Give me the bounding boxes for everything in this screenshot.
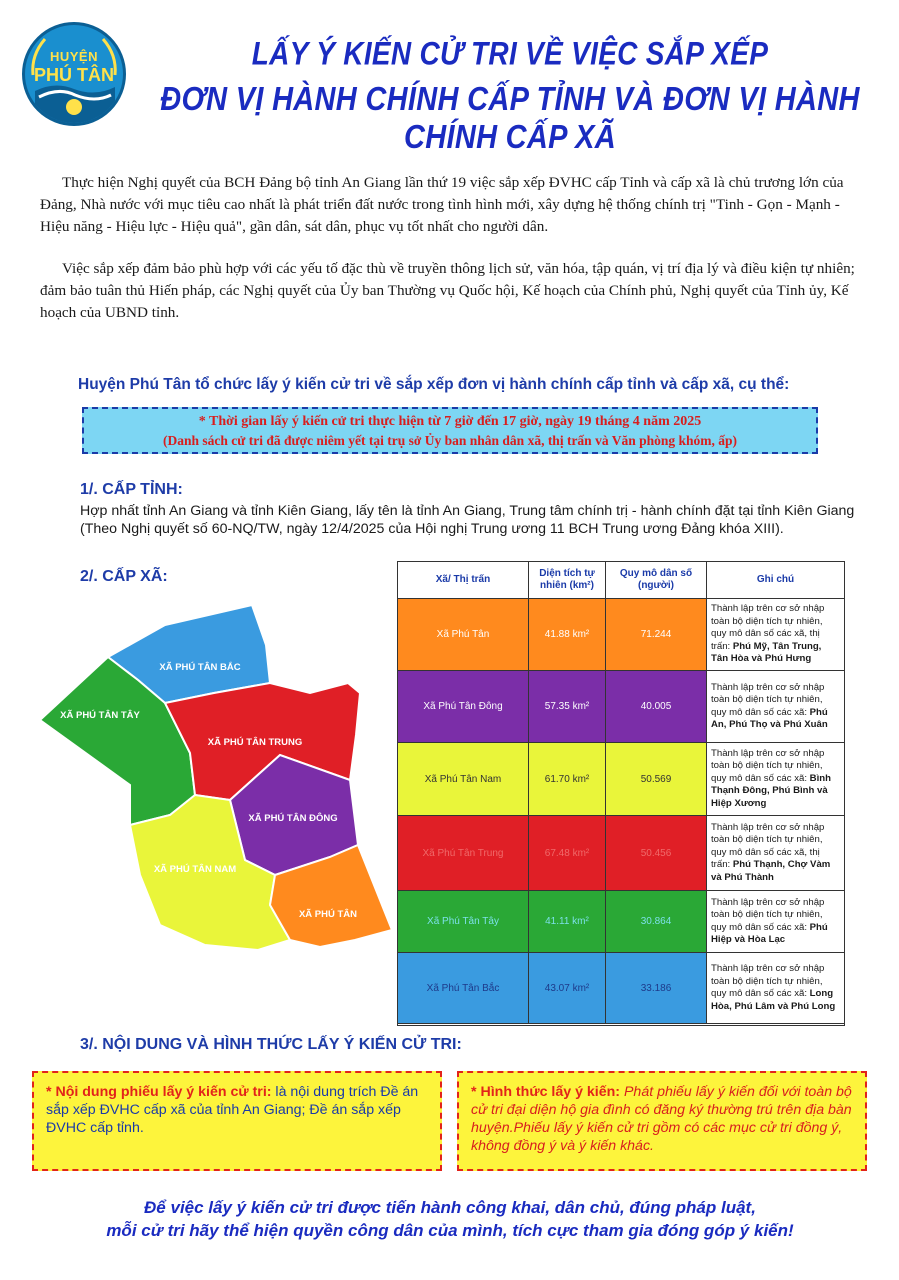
- note-cell: [707, 599, 844, 671]
- population-cell: 30.864: [606, 891, 707, 953]
- method-label: * Hình thức lấy ý kiến:: [471, 1084, 621, 1100]
- district-logo: [22, 22, 126, 126]
- area-cell: 67.48 km²: [529, 816, 606, 891]
- intro-text-1: Thực hiện Nghị quyết của BCH Đảng bộ tỉnh An Giang lần thứ 19 việc sắp xếp ĐVHC cấp Tỉnh và cấp xã là chủ trương lớn của Đảng, Nhà nước với mục tiêu cao nhất là phát triển đất nước trong tình hình mới, xây dựng hệ thống chính trị "Tinh - Gọn - Mạnh - Hiệu năng - Hiệu lực - Hiệu quả", gần dân, sát dân, phục vụ tốt nhất cho người dân.: [40, 174, 844, 235]
- map-label-nam: XÃ PHÚ TÂN NAM: [153, 864, 237, 875]
- commune-name-cell: Xã Phú Tân Đông: [398, 671, 529, 743]
- population-cell: 50.569: [606, 743, 707, 816]
- notice-time: * Thời gian lấy ý kiến cử tri thực hiện từ 7 giờ đến 17 giờ, ngày 19 tháng 4 năm 2025: [198, 414, 702, 429]
- area-cell: 43.07 km²: [529, 953, 606, 1024]
- population-cell: 71.244: [606, 599, 707, 671]
- note-text: Thành lập trên cơ sở nhập toàn bộ diện tích tự nhiên, quy mô dân số các xã:: [711, 747, 825, 784]
- map-label-dong: XÃ PHÚ TÂN ĐÔNG: [248, 813, 338, 824]
- commune-name-cell: Xã Phú Tân: [398, 599, 529, 671]
- map-label-trung: XÃ PHÚ TÂN TRUNG: [207, 737, 303, 748]
- commune-name-cell: Xã Phú Tân Tây: [398, 891, 529, 953]
- content-text: là nội dung trích Đề án sắp xếp ĐVHC cấp xã của tỉnh An Giang; Đề án sắp xếp ĐVHC cấp tỉnh.: [46, 1084, 419, 1136]
- footer-line-1: Để việc lấy ý kiến cử tri được tiến hành công khai, dân chủ, đúng pháp luật,: [144, 1198, 756, 1217]
- note-text: Thành lập trên cơ sở nhập toàn bộ diện tích tự nhiên, quy mô dân số các xã:: [711, 681, 825, 718]
- note-communes: Long Hòa, Phú Lâm và Phú Long: [711, 988, 836, 1012]
- note-communes: Phú Mỹ, Tân Trung, Tân Hòa và Phú Hưng: [711, 640, 822, 665]
- table-row: [398, 891, 844, 953]
- area-cell: 41.11 km²: [529, 891, 606, 953]
- intro-text-2: Việc sắp xếp đảm bảo phù hợp với các yếu tố đặc thù về truyền thông lịch sử, văn hóa, tập quán, vị trí địa lý và điều kiện tự nhiên; đảm bảo tuân thủ Hiến pháp, các Nghị quyết của Ủy ban Thường vụ Quốc hội, Kế hoạch của Chính phủ, Nghị quyết của Tỉnh ủy, Kế hoạch của UBND tỉnh.: [40, 260, 855, 321]
- section-1-heading: 1/. CẤP TỈNH:: [80, 481, 183, 498]
- commune-name-cell: Xã Phú Tân Bắc: [398, 953, 529, 1024]
- logo-line-2: PHÚ TÂN: [34, 65, 114, 85]
- method-text: Phát phiếu lấy ý kiến đối với toàn bộ cử tri đại diện hộ gia đình có đăng ký thường trú trên địa bàn huyện.Phiếu lấy ý kiến cử tri gồm có các mục cử tri đồng ý, không đồng ý và ý kiến khác.: [471, 1084, 852, 1154]
- population-cell: 40.005: [606, 671, 707, 743]
- intro-paragraph-2: [40, 258, 860, 324]
- commune-name-cell: Xã Phú Tân Nam: [398, 743, 529, 816]
- commune-table: [397, 561, 845, 1026]
- note-text: Thành lập trên cơ sở nhập toàn bộ diện tích tự nhiên, quy mô dân số các xã:: [711, 896, 825, 933]
- table-row: [398, 953, 844, 1024]
- table-row: [398, 671, 844, 743]
- area-cell: 41.88 km²: [529, 599, 606, 671]
- section-1-body: Hợp nhất tỉnh An Giang và tỉnh Kiên Giang, lấy tên là tỉnh An Giang, Trung tâm chính trị - hành chính đặt tại tỉnh Kiên Giang (Theo Nghị quyết số 60-NQ/TW, ngày 12/4/2025 của Hội nghị Trung ương 11 BCH Trung ương Đảng khóa XIII).: [80, 503, 855, 537]
- page-title-line-1: LẤY Ý KIẾN CỬ TRI VỀ VIỆC SẮP XẾP: [251, 35, 769, 72]
- area-cell: 61.70 km²: [529, 743, 606, 816]
- note-cell: [707, 743, 844, 816]
- note-text: Thành lập trên cơ sở nhập toàn bộ diện tích tự nhiên, quy mô dân số các xã, thị trấn:: [711, 603, 825, 652]
- table-header-row: [398, 562, 844, 599]
- content-label: * Nội dung phiếu lấy ý kiến cử tri:: [46, 1084, 272, 1100]
- population-cell: 33.186: [606, 953, 707, 1024]
- note-text: Thành lập trên cơ sở nhập toàn bộ diện tích tự nhiên, quy mô dân số các xã:: [711, 963, 825, 999]
- table-row: [398, 816, 844, 891]
- table-row: [398, 743, 844, 816]
- notice-box: [82, 407, 818, 454]
- table-header-cell: Diện tích tự nhiên (km²): [529, 562, 606, 599]
- section-2-heading: 2/. CẤP XÃ:: [80, 568, 168, 585]
- note-cell: [707, 953, 844, 1024]
- table-header-cell: Xã/ Thị trấn: [398, 562, 529, 599]
- note-cell: [707, 671, 844, 743]
- page-title-line-2: ĐƠN VỊ HÀNH CHÍNH CẤP TỈNH VÀ ĐƠN VỊ HÀNH CHÍNH CẤP XÃ: [160, 81, 860, 156]
- content-box: [32, 1071, 442, 1171]
- population-cell: 50.456: [606, 816, 707, 891]
- note-cell: [707, 816, 844, 891]
- logo-line-1: HUYỆN: [49, 49, 98, 64]
- organization-subheading: Huyện Phú Tân tổ chức lấy ý kiến cử tri về sắp xếp đơn vị hành chính cấp tỉnh và cấp xã, cụ thể:: [78, 376, 790, 393]
- method-box: [457, 1071, 867, 1171]
- commune-name-cell: Xã Phú Tân Trung: [398, 816, 529, 891]
- section-3-heading: 3/. NỘI DUNG VÀ HÌNH THỨC LẤY Ý KIẾN CỬ TRI:: [80, 1036, 462, 1053]
- note-communes: Phú An, Phú Thọ và Phú Xuân: [711, 706, 828, 730]
- note-text: Thành lập trên cơ sở nhập toàn bộ diện tích tự nhiên, quy mô dân số các xã, thị trấn:: [711, 821, 825, 871]
- footer-line-2: mỗi cử tri hãy thể hiện quyền công dân của mình, tích cực tham gia đóng góp ý kiến!: [106, 1221, 794, 1240]
- note-communes: Phú Thạnh, Chợ Vàm và Phú Thành: [711, 859, 831, 883]
- map-label-tay: XÃ PHÚ TÂN TÂY: [60, 710, 140, 721]
- map-label-bac: XÃ PHÚ TÂN BẮC: [159, 662, 241, 673]
- note-communes: Phú Hiệp và Hòa Lạc: [711, 921, 828, 945]
- notice-list: (Danh sách cử tri đã được niêm yết tại trụ sở Ủy ban nhân dân xã, thị trấn và Văn phòng khóm, ấp): [163, 433, 737, 448]
- area-cell: 57.35 km²: [529, 671, 606, 743]
- table-header-cell: Quy mô dân số (người): [606, 562, 707, 599]
- table-row: [398, 599, 844, 671]
- table-header-cell: Ghi chú: [707, 562, 844, 599]
- commune-map: [30, 585, 400, 985]
- note-communes: Bình Thạnh Đông, Phú Bình và Hiệp Xương: [711, 772, 831, 809]
- map-label-phutan: XÃ PHÚ TÂN: [298, 909, 358, 920]
- note-cell: [707, 891, 844, 953]
- intro-paragraph-1: [40, 172, 860, 238]
